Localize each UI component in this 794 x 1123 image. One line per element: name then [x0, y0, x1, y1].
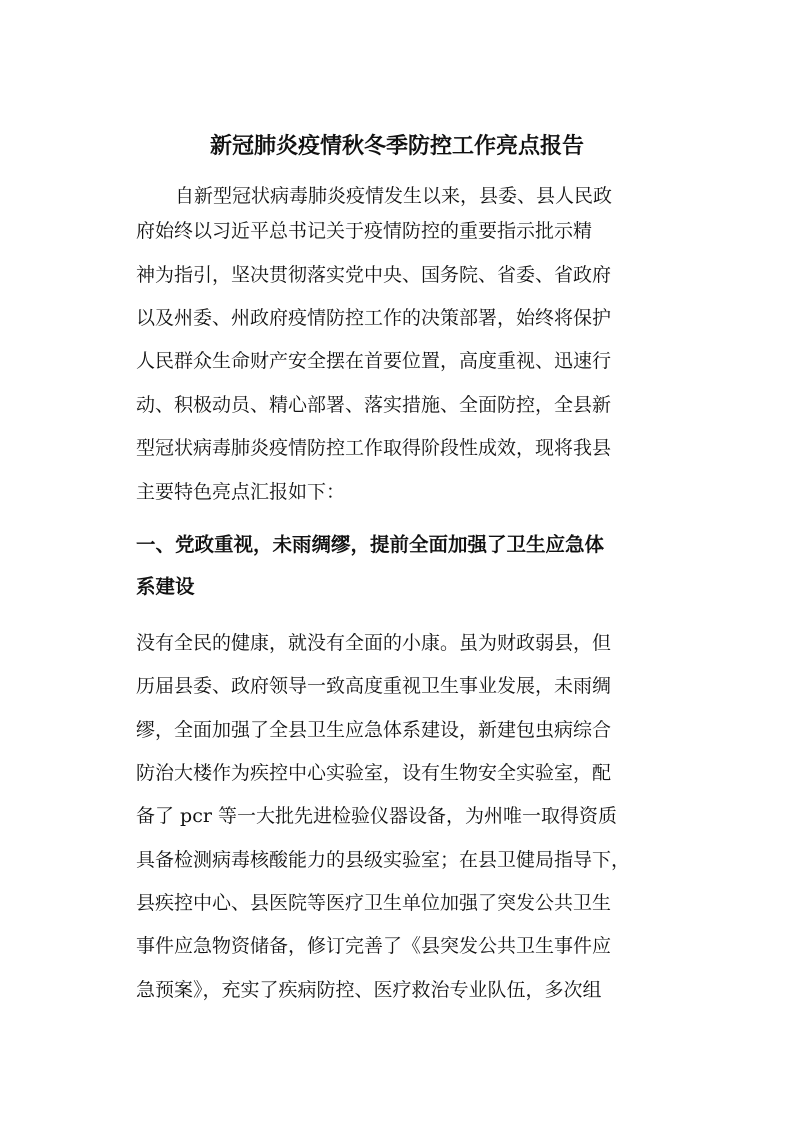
intro-line: 人民群众生命财产安全摆在首要位置，高度重视、迅速行: [136, 350, 612, 372]
intro-line: 型冠状病毒肺炎疫情防控工作取得阶段性成效，现将我县: [136, 437, 612, 459]
body-line: 没有全民的健康，就没有全面的小康。虽为财政弱县，但: [136, 632, 612, 654]
body-line: 缪，全面加强了全县卫生应急体系建设，新建包虫病综合: [136, 719, 612, 741]
body-line: 事件应急物资储备，修订完善了《县突发公共卫生事件应: [136, 935, 612, 957]
body-line: 具备检测病毒核酸能力的县级实验室；在县卫健局指导下，: [136, 849, 631, 871]
intro-line: 神为指引，坚决贯彻落实党中央、国务院、省委、省政府: [136, 264, 612, 286]
body-line: 历届县委、政府领导一致高度重视卫生事业发展，未雨绸: [136, 675, 612, 697]
body-line: 县疾控中心、县医院等医疗卫生单位加强了突发公共卫生: [136, 892, 612, 914]
section-heading: 一、党政重视，未雨绸缪，提前全面加强了卫生应急体: [136, 533, 605, 556]
intro-line: 主要特色亮点汇报如下：: [136, 481, 346, 503]
intro-line: 府始终以习近平总书记关于疫情防控的重要指示批示精: [136, 220, 593, 242]
body-line: 防治大楼作为疾控中心实验室，设有生物安全实验室，配: [136, 762, 612, 784]
intro-line: 以及州委、州政府疫情防控工作的决策部署，始终将保护: [136, 307, 612, 329]
document-title: 新冠肺炎疫情秋冬季防控工作亮点报告: [209, 133, 584, 159]
section-heading: 系建设: [136, 575, 195, 598]
intro-line: 自新型冠状病毒肺炎疫情发生以来，县委、县人民政: [175, 185, 613, 207]
body-line: 备了 pcr 等一大批先进检验仪器设备，为州唯一取得资质: [136, 805, 617, 827]
body-line: 急预案》，充实了疾病防控、医疗救治专业队伍，多次组: [136, 979, 602, 1001]
intro-line: 动、积极动员、精心部署、落实措施、全面防控，全县新: [136, 394, 612, 416]
